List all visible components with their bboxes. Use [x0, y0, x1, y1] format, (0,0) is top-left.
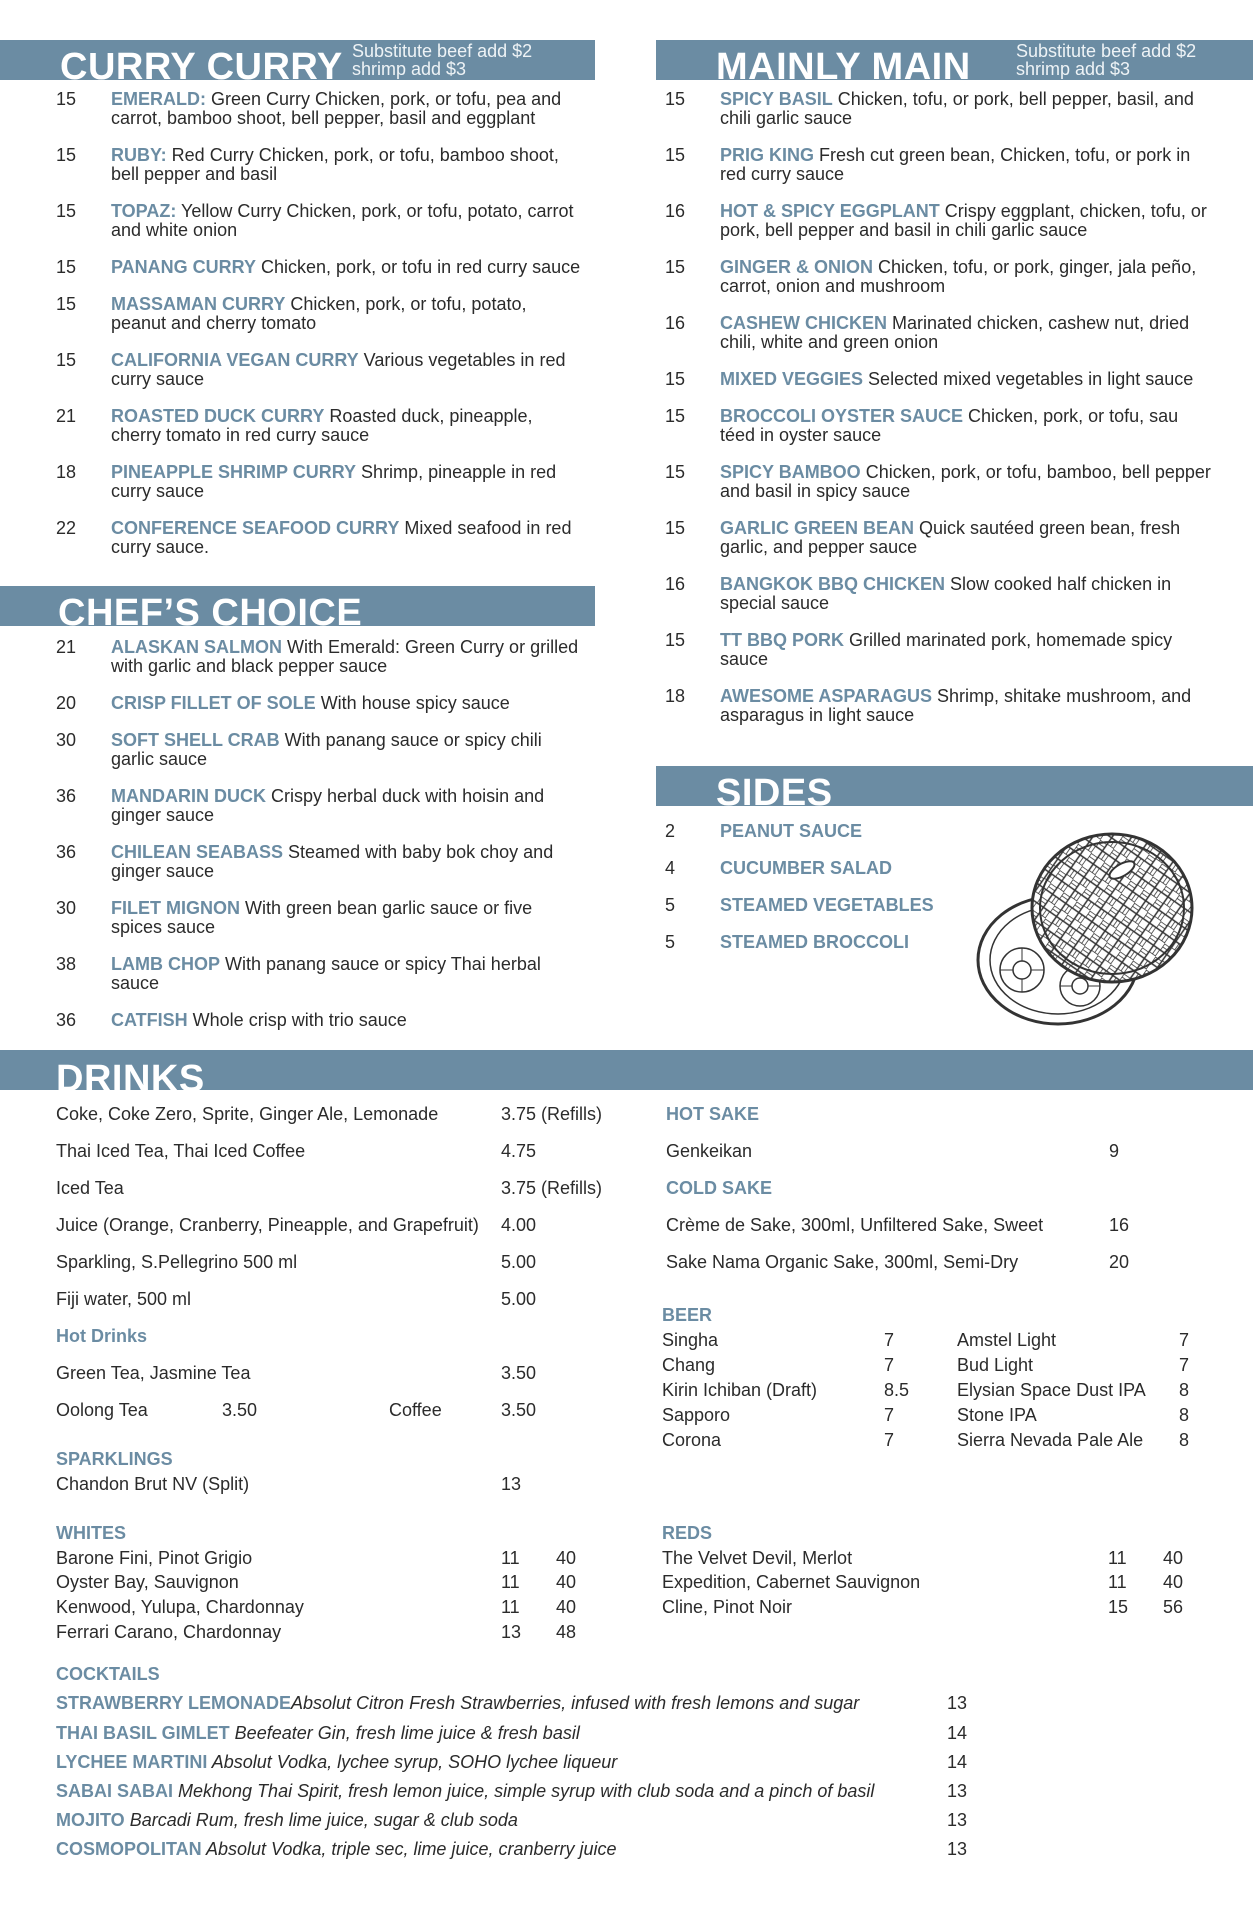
drinks-title: DRINKS [56, 1058, 205, 1090]
menu-item-price: 36 [56, 842, 77, 862]
cocktail-desc: Barcadi Rum, fresh lime juice, sugar & club soda [124, 1810, 518, 1830]
cold-sake-label: COLD SAKE [666, 1178, 773, 1198]
menu-item-price: 15 [665, 630, 686, 650]
cocktail-name: STRAWBERRY LEMONADE [56, 1693, 292, 1713]
menu-item-price: 15 [665, 406, 686, 426]
menu-item-name: CRISP FILLET OF SOLE [111, 693, 316, 713]
beer-price: 7 [1179, 1330, 1190, 1350]
menu-item-name: TOPAZ: [111, 201, 177, 221]
menu-item-price: 18 [56, 462, 77, 482]
menu-item-name: MANDARIN DUCK [111, 786, 266, 806]
beer-table [662, 1330, 1202, 1460]
beer-price: 8 [1179, 1380, 1190, 1400]
cocktail-price: 14 [947, 1723, 968, 1743]
sides-list [665, 822, 995, 970]
menu-item-price: 15 [56, 89, 77, 109]
drink-row [56, 1141, 305, 1161]
menu-item-price: 16 [665, 313, 686, 333]
menu-item-desc: With green bean garlic sauce or five spices sauce [111, 898, 533, 937]
side-item-name: STEAMED BROCCOLI [720, 932, 909, 952]
drink-name: Green Tea, Jasmine Tea [56, 1363, 251, 1383]
beer-name: Sapporo [662, 1405, 731, 1425]
curry-title: CURRY CURRY [60, 46, 343, 80]
drink-price: 5.00 [501, 1252, 537, 1272]
menu-item [56, 146, 586, 184]
wine-glass-price: 11 [1108, 1548, 1127, 1568]
menu-item-name: EMERALD: [111, 89, 206, 109]
side-item-price: 5 [665, 932, 676, 952]
wine-bottle-price: 40 [556, 1548, 577, 1568]
menu-item [56, 90, 586, 128]
menu-item [56, 843, 586, 881]
menu-item-price: 21 [56, 637, 77, 657]
curry-note-beef: Substitute beef add $2 [352, 41, 533, 61]
side-item [665, 896, 995, 915]
drink-price: 3.75 (Refills) [501, 1178, 603, 1198]
reds-label: REDS [662, 1523, 713, 1543]
cocktails-label: COCKTAILS [56, 1664, 160, 1684]
wine-name: Expedition, Cabernet Sauvignon [662, 1572, 921, 1592]
menu-item-desc: With house spicy sauce [315, 693, 510, 713]
menu-item-price: 15 [56, 257, 77, 277]
beer-price: 7 [1179, 1355, 1190, 1375]
wine-row [56, 1548, 252, 1568]
drink-row [56, 1289, 191, 1309]
wine-bottle-price: 40 [556, 1572, 577, 1592]
sake-price: 20 [1109, 1252, 1130, 1272]
menu-item-price: 15 [56, 201, 77, 221]
menu-item-price: 36 [56, 786, 77, 806]
menu-item-price: 30 [56, 730, 77, 750]
beer-price: 7 [884, 1405, 895, 1425]
cocktail-desc: Absolut Vodka, triple sec, lime juice, cranberry juice [201, 1839, 617, 1859]
drink-row [56, 1215, 479, 1235]
menu-item-desc: With panang sauce or spicy chili garlic sauce [111, 730, 542, 769]
menu-item-name: CASHEW CHICKEN [720, 313, 888, 333]
menu-item-desc: Green Curry Chicken, pork, or tofu, pea and carrot, bamboo shoot, bell pepper, basil and eggplant [111, 89, 562, 128]
cocktail-price: 13 [947, 1810, 968, 1830]
drink-name: Juice (Orange, Cranberry, Pineapple, and Grapefruit) [56, 1215, 479, 1235]
wine-name: Ferrari Carano, Chardonnay [56, 1622, 282, 1642]
menu-item-price: 20 [56, 693, 77, 713]
cocktail-name: MOJITO [56, 1810, 125, 1830]
beer-name: Elysian Space Dust IPA [957, 1380, 1146, 1400]
cocktail-price: 14 [947, 1752, 968, 1772]
menu-item-price: 22 [56, 518, 77, 538]
menu-item-price: 15 [665, 89, 686, 109]
wine-bottle-price: 56 [1163, 1597, 1184, 1617]
menu-item-name: FILET MIGNON [111, 898, 240, 918]
menu-item [665, 146, 1215, 184]
main-list [665, 90, 1215, 743]
beer-name: Bud Light [957, 1355, 1034, 1375]
menu-item-name: SOFT SHELL CRAB [111, 730, 280, 750]
menu-item [56, 202, 586, 240]
sake-name: Crème de Sake, 300ml, Unfiltered Sake, Sweet [666, 1215, 1044, 1235]
beer-name: Kirin Ichiban (Draft) [662, 1380, 818, 1400]
beer-name: Singha [662, 1330, 719, 1350]
menu-item-desc: Chicken, pork, or tofu, sau téed in oyster sauce [720, 406, 1179, 445]
drink-name: Iced Tea [56, 1178, 124, 1198]
beer-name: Stone IPA [957, 1405, 1037, 1425]
side-item-name: PEANUT SAUCE [720, 821, 863, 841]
menu-item-desc: Chicken, tofu, or pork, ginger, jala peño, carrot, onion and mushroom [720, 257, 1197, 296]
cocktail-row [56, 1809, 518, 1831]
menu-item-price: 15 [665, 257, 686, 277]
cocktail-row [56, 1692, 859, 1714]
wine-name: Cline, Pinot Noir [662, 1597, 793, 1617]
wine-glass-price: 13 [501, 1474, 522, 1494]
menu-item-desc: Various vegetables in red curry sauce [111, 350, 566, 389]
menu-item-desc: Grilled marinated pork, homemade spicy sauce [720, 630, 1173, 669]
menu-item-price: 30 [56, 898, 77, 918]
menu-item [56, 731, 586, 769]
wine-glass-price: 11 [501, 1572, 520, 1592]
menu-item-name: RUBY: [111, 145, 167, 165]
chef-title: CHEF’S CHOICE [58, 592, 363, 626]
menu-item [56, 955, 586, 993]
menu-item-desc: Fresh cut green bean, Chicken, tofu, or pork in red curry sauce [720, 145, 1191, 184]
wine-row [56, 1572, 239, 1592]
menu-item [56, 638, 586, 676]
wine-name: Oyster Bay, Sauvignon [56, 1572, 239, 1592]
menu-item [665, 370, 1215, 389]
menu-item [56, 519, 586, 557]
cocktail-row [56, 1751, 617, 1773]
menu-item-name: ALASKAN SALMON [111, 637, 282, 657]
menu-item-desc: Chicken, pork, or tofu in red curry sauce [256, 257, 581, 277]
beer-name: Chang [662, 1355, 716, 1375]
wine-bottle-price: 40 [556, 1597, 577, 1617]
wine-bottle-price: 48 [556, 1622, 577, 1642]
side-item-price: 5 [665, 895, 676, 915]
menu-item-desc: Shrimp, shitake mushroom, and asparagus in light sauce [720, 686, 1192, 725]
wine-row [56, 1597, 304, 1617]
menu-item [56, 787, 586, 825]
menu-item-name: SPICY BAMBOO [720, 462, 861, 482]
wine-name: The Velvet Devil, Merlot [662, 1548, 853, 1568]
menu-item-name: GARLIC GREEN BEAN [720, 518, 915, 538]
hot-sake-label: HOT SAKE [666, 1104, 760, 1124]
beer-price: 8 [1179, 1430, 1190, 1450]
cocktail-name: LYCHEE MARTINI [56, 1752, 208, 1772]
cocktail-name: THAI BASIL GIMLET [56, 1723, 230, 1743]
menu-item [56, 295, 586, 333]
menu-item-price: 15 [56, 294, 77, 314]
menu-item [665, 90, 1215, 128]
menu-item-price: 18 [665, 686, 686, 706]
curry-note-shrimp: shrimp add $3 [352, 59, 467, 79]
dim-sum-steamer-icon [972, 828, 1198, 1030]
menu-item [665, 202, 1215, 240]
wine-name: Chandon Brut NV (Split) [56, 1474, 250, 1494]
menu-item-desc: Mixed seafood in red curry sauce. [111, 518, 572, 557]
drink-price: 5.00 [501, 1289, 537, 1309]
menu-item-name: PRIG KING [720, 145, 815, 165]
menu-item [56, 407, 586, 445]
cocktail-row [56, 1722, 580, 1744]
menu-item-price: 16 [665, 201, 686, 221]
side-item [665, 822, 995, 841]
menu-item-name: BROCCOLI OYSTER SAUCE [720, 406, 964, 426]
wine-glass-price: 11 [1108, 1572, 1127, 1592]
sides-section-header [656, 766, 1253, 806]
menu-item-desc: Marinated chicken, cashew nut, dried chili, white and green onion [720, 313, 1190, 352]
main-note-beef: Substitute beef add $2 [1016, 41, 1197, 61]
menu-item-desc: Whole crisp with trio sauce [187, 1010, 407, 1030]
drink-price: 3.50 [222, 1400, 258, 1420]
menu-item-name: CATFISH [111, 1010, 188, 1030]
wine-glass-price: 15 [1108, 1597, 1129, 1617]
menu-item-name: CONFERENCE SEAFOOD CURRY [111, 518, 400, 538]
beer-name: Corona [662, 1430, 722, 1450]
cocktail-name: SABAI SABAI [56, 1781, 174, 1801]
drink-price: 3.75 (Refills) [501, 1104, 603, 1124]
menu-item-price: 16 [665, 574, 686, 594]
drink-row [56, 1104, 438, 1124]
wine-bottle-price: 40 [1163, 1548, 1184, 1568]
menu-item [56, 899, 586, 937]
side-item [665, 859, 995, 878]
menu-item-name: PINEAPPLE SHRIMP CURRY [111, 462, 357, 482]
chef-list [56, 638, 586, 1048]
menu-item [665, 314, 1215, 352]
menu-item-name: MIXED VEGGIES [720, 369, 864, 389]
menu-item-price: 15 [665, 145, 686, 165]
main-title: MAINLY MAIN [716, 46, 971, 80]
sake-name: Sake Nama Organic Sake, 300ml, Semi-Dry [666, 1252, 1019, 1272]
menu-item-desc: Shrimp, pineapple in red curry sauce [111, 462, 557, 501]
drink-price: 4.00 [501, 1215, 537, 1235]
reds-table [662, 1548, 1202, 1628]
menu-item-price: 15 [665, 518, 686, 538]
menu-item-name: MASSAMAN CURRY [111, 294, 286, 314]
menu-item [56, 351, 586, 389]
menu-item [665, 631, 1215, 669]
menu-item-name: SPICY BASIL [720, 89, 833, 109]
drink-name: Thai Iced Tea, Thai Iced Coffee [56, 1141, 306, 1161]
cocktail-price: 13 [947, 1693, 968, 1713]
cocktail-name: COSMOPOLITAN [56, 1839, 202, 1859]
menu-item-name: HOT & SPICY EGGPLANT [720, 201, 940, 221]
cocktail-row [56, 1838, 617, 1860]
cocktail-desc: Absolut Vodka, lychee syrup, SOHO lychee liqueur [207, 1752, 618, 1772]
drink-row [56, 1252, 297, 1272]
menu-item-name: CHILEAN SEABASS [111, 842, 284, 862]
menu-item [56, 463, 586, 501]
menu-item-desc: Crispy herbal duck with hoisin and ginger sauce [111, 786, 545, 825]
curry-list [56, 90, 586, 575]
sake-name: Genkeikan [666, 1141, 753, 1161]
menu-item-desc: Quick sautéed green bean, fresh garlic, and pepper sauce [720, 518, 1181, 557]
beer-label: BEER [662, 1305, 713, 1325]
wine-glass-price: 11 [501, 1597, 520, 1617]
menu-item-price: 36 [56, 1010, 77, 1030]
menu-item-name: BANGKOK BBQ CHICKEN [720, 574, 945, 594]
menu-item-desc: Selected mixed vegetables in light sauce [863, 369, 1194, 389]
menu-item-name: TT BBQ PORK [720, 630, 844, 650]
menu-item [665, 687, 1215, 725]
menu-item-price: 15 [665, 462, 686, 482]
menu-item-desc: With Emerald: Green Curry or grilled with garlic and black pepper sauce [111, 637, 579, 676]
menu-item-desc: Roasted duck, pineapple, cherry tomato in red curry sauce [111, 406, 533, 445]
menu-item [665, 258, 1215, 296]
menu-item-price: 15 [56, 145, 77, 165]
beer-name: Amstel Light [957, 1330, 1057, 1350]
side-item-price: 4 [665, 858, 676, 878]
menu-item-desc: Chicken, pork, or tofu, potato, peanut and cherry tomato [111, 294, 527, 333]
curry-section-header [0, 40, 595, 80]
chef-section-header [0, 586, 595, 626]
menu-item-desc: Yellow Curry Chicken, pork, or tofu, potato, carrot and white onion [111, 201, 574, 240]
drinks-section-header [0, 1050, 1253, 1090]
drink-price: 4.75 [501, 1141, 537, 1161]
drink-name: Fiji water, 500 ml [56, 1289, 192, 1309]
wine-row [56, 1622, 281, 1642]
menu-item-desc: Steamed with baby bok choy and ginger sauce [111, 842, 554, 881]
menu-item [665, 519, 1215, 557]
sparklings-label: SPARKLINGS [56, 1449, 173, 1469]
side-item-name: STEAMED VEGETABLES [720, 895, 934, 915]
drink-price: 3.50 [501, 1400, 537, 1420]
menu-item-name: CALIFORNIA VEGAN CURRY [111, 350, 359, 370]
menu-item-price: 15 [56, 350, 77, 370]
cocktail-price: 13 [947, 1781, 968, 1801]
menu-item-name: ROASTED DUCK CURRY [111, 406, 325, 426]
beer-price: 8 [1179, 1405, 1190, 1425]
main-note-shrimp: shrimp add $3 [1016, 59, 1131, 79]
cocktail-price: 13 [947, 1839, 968, 1859]
menu-item-name: PANANG CURRY [111, 257, 257, 277]
menu-item-desc: Crispy eggplant, chicken, tofu, or pork, bell pepper and basil in chili garlic sauce [720, 201, 1207, 240]
menu-item-desc: Chicken, tofu, or pork, bell pepper, basil, and chili garlic sauce [720, 89, 1194, 128]
menu-item-name: GINGER & ONION [720, 257, 874, 277]
menu-item [665, 407, 1215, 445]
menu-item-desc: With panang sauce or spicy Thai herbal sauce [111, 954, 541, 993]
menu-item [56, 1011, 586, 1030]
wine-bottle-price: 40 [1163, 1572, 1184, 1592]
sake-price: 9 [1109, 1141, 1120, 1161]
whites-label: WHITES [56, 1523, 126, 1543]
sides-title: SIDES [716, 772, 833, 806]
whites-table [56, 1548, 596, 1648]
wine-glass-price: 13 [501, 1622, 522, 1642]
drink-name: Sparkling, S.Pellegrino 500 ml [56, 1252, 298, 1272]
beer-name: Sierra Nevada Pale Ale [957, 1430, 1144, 1450]
beer-price: 7 [884, 1330, 895, 1350]
menu-item [665, 575, 1215, 613]
menu-item-desc: Slow cooked half chicken in special sauce [720, 574, 1172, 613]
drink-name: Coke, Coke Zero, Sprite, Ginger Ale, Lemonade [56, 1104, 439, 1124]
cocktail-desc: Beefeater Gin, fresh lime juice & fresh basil [229, 1723, 580, 1743]
beer-price: 7 [884, 1355, 895, 1375]
side-item [665, 933, 995, 952]
menu-item-name: AWESOME ASPARAGUS [720, 686, 933, 706]
main-section-header [656, 40, 1253, 80]
menu-item [56, 258, 586, 277]
side-item-price: 2 [665, 821, 676, 841]
beer-price: 8.5 [884, 1380, 910, 1400]
wine-name: Barone Fini, Pinot Grigio [56, 1548, 253, 1568]
drink-name: Oolong Tea [56, 1400, 148, 1420]
sake-price: 16 [1109, 1215, 1130, 1235]
menu-item-name: LAMB CHOP [111, 954, 220, 974]
menu-item [665, 463, 1215, 501]
side-item-name: CUCUMBER SALAD [720, 858, 892, 878]
cocktail-row [56, 1780, 874, 1802]
menu-item-price: 38 [56, 954, 77, 974]
hot-drinks-label: Hot Drinks [56, 1326, 148, 1346]
menu-item [56, 694, 586, 713]
drink-name: Coffee [389, 1400, 442, 1420]
wine-glass-price: 11 [501, 1548, 520, 1568]
menu-item-price: 21 [56, 406, 77, 426]
cocktail-desc: Mekhong Thai Spirit, fresh lemon juice, simple syrup with club soda and a pinch of basil [173, 1781, 875, 1801]
menu-item-desc: Chicken, pork, or tofu, bamboo, bell pepper and basil in spicy sauce [720, 462, 1211, 501]
drink-row [56, 1178, 124, 1198]
menu-item-desc: Red Curry Chicken, pork, or tofu, bamboo shoot, bell pepper and basil [111, 145, 559, 184]
beer-price: 7 [884, 1430, 895, 1450]
wine-name: Kenwood, Yulupa, Chardonnay [56, 1597, 304, 1617]
menu-item-price: 15 [665, 369, 686, 389]
cocktail-desc: Absolut Citron Fresh Strawberries, infused with fresh lemons and sugar [291, 1693, 860, 1713]
drink-price: 3.50 [501, 1363, 537, 1383]
